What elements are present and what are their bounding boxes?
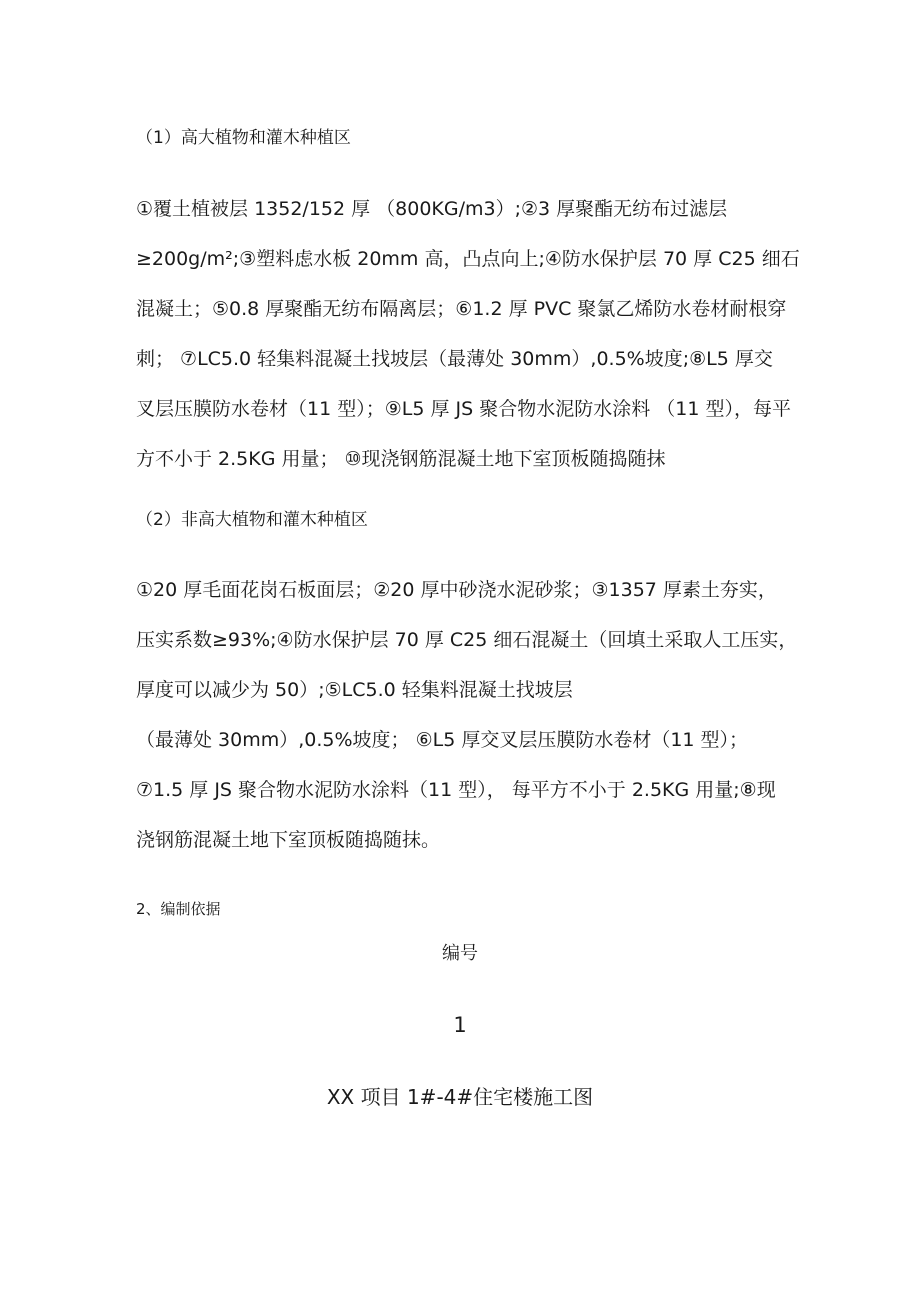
section1-line: ≥200g/m²;③塑料虑水板 20mm 高，凸点向上;④防水保护层 70 厚 C25 细石 (136, 248, 800, 270)
section2-line: 压实系数≥93%;④防水保护层 70 厚 C25 细石混凝土（回填土采取人工压实， (136, 629, 798, 651)
section2-line: ⑦1.5 厚 JS 聚合物水泥防水涂料（11 型）， 每平方不小于 2.5KG 用量;⑧现 (136, 779, 776, 801)
number-label: 编号 (442, 943, 478, 964)
number-value: 1 (453, 1013, 467, 1037)
section2-line: 浇钢筋混凝土地下室顶板随捣随抹。 (136, 829, 441, 851)
section1-line: ①覆土植被层 1352/152 厚 （800KG/m3）;②3 厚聚酯无纺布过滤层 (136, 198, 728, 220)
project-title: XX 项目 1#-4#住宅楼施工图 (326, 1085, 594, 1109)
section1-paragraph (136, 184, 800, 484)
section1-line: 叉层压膜防水卷材（11 型）；⑨L5 厚 JS 聚合物水泥防水涂料 （11 型），每平 (136, 398, 791, 420)
section2-line: ①20 厚毛面花岗石板面层；②20 厚中砂浇水泥砂浆；③1357 厚素土夯实， (136, 579, 777, 601)
section1-line: 混凝土；⑤0.8 厚聚酯无纺布隔离层；⑥1.2 厚 PVC 聚氯乙烯防水卷材耐根穿 (136, 298, 787, 320)
section2-line: （最薄处 30mm）,0.5%坡度； ⑥L5 厚交叉层压膜防水卷材（11 型）； (136, 729, 749, 751)
section1-heading: （1）高大植物和灌木种植区 (136, 128, 351, 148)
section3-heading: 2、编制依据 (136, 900, 221, 918)
section2-heading: （2）非高大植物和灌木种植区 (136, 510, 368, 530)
section2-paragraph (136, 565, 796, 865)
section1-line: 方不小于 2.5KG 用量； ⑩现浇钢筋混凝土地下室顶板随捣随抹 (136, 448, 666, 470)
section1-line: 刺； ⑦LC5.0 轻集料混凝土找坡层（最薄处 30mm）,0.5%坡度;⑧L5 厚交 (136, 348, 773, 370)
section2-line: 厚度可以减少为 50）;⑤LC5.0 轻集料混凝土找坡层 (136, 679, 573, 701)
